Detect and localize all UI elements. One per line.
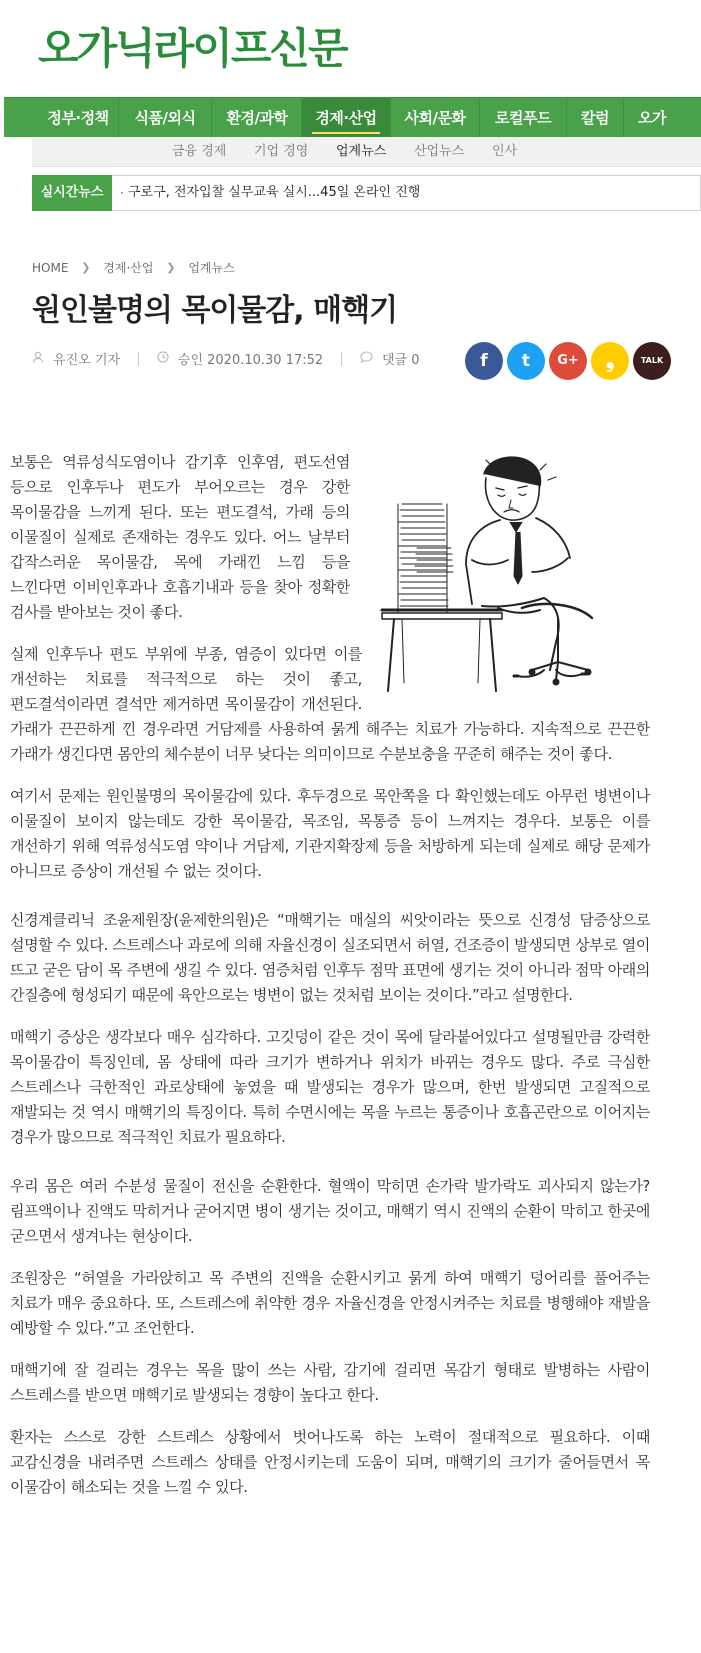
google-plus-icon: G+	[557, 353, 579, 368]
nav-item-economy[interactable]: 경제·산업	[302, 98, 390, 138]
nav-item-policy[interactable]: 정부·정책	[47, 109, 109, 127]
nav-item-column[interactable]: 칼럼	[581, 109, 609, 127]
realtime-news-ticker	[32, 175, 701, 211]
article-paragraph: 실제 인후두나 편도 부위에 부종, 염증이 있다면 이를 개선하는 치료를 적극적으로 하는 것이 좋고, 편도결석이라면 결석만 제거하면 목이물감이 개선된다. 가래가 끈끈하게 낀 경우라면 거담제를 사용하여 묽게 해주는 치료가 가능하다. 지속적으로 끈끈한 가래가 생긴다면 몸안의 체수분이 너무 낮다는 의미이므로 수분보충을 꾸준히 해주는 것이 좋다.	[10, 645, 650, 763]
stressed-office-worker-illustration	[372, 448, 662, 693]
kakaostory-icon: ❟	[605, 348, 615, 373]
approved-datetime: 승인 2020.10.30 17:52	[177, 353, 324, 368]
article-paragraph: 조원장은 “허열을 가라앉히고 목 주변의 진액을 순환시키고 묽게 하여 매핵기 덩어리를 풀어주는 치료가 매우 중요하다. 또, 스트레스에 취약한 경우 자율신경을 안정시켜주는 치료를 병행해야 재발을 예방할 수 있다.”고 조언한다.	[10, 1269, 650, 1337]
meta-divider: |	[339, 351, 344, 366]
breadcrumb-home[interactable]: HOME	[32, 260, 69, 275]
article-body	[10, 450, 650, 1517]
subnav-item-personnel[interactable]: 인사	[492, 144, 518, 159]
chevron-right-icon: ❯	[81, 261, 91, 274]
subnav-item-sector-news[interactable]: 산업뉴스	[414, 144, 465, 159]
user-icon	[32, 351, 44, 366]
kakaotalk-icon: TALK	[640, 356, 664, 365]
nav-item-food[interactable]: 식품/외식	[134, 109, 196, 127]
nav-item-society[interactable]: 사회/문화	[404, 109, 466, 127]
clock-icon	[157, 351, 169, 366]
nav-item-organic[interactable]: 오가	[638, 109, 666, 127]
breadcrumb	[32, 259, 235, 277]
comment-count[interactable]: 댓글 0	[381, 353, 420, 368]
twitter-icon: t	[521, 351, 531, 371]
main-nav	[4, 97, 701, 137]
ticker-headline-link[interactable]: 구로구, 전자입찰 실무교육 실시...45일 온라인 진행	[128, 185, 421, 200]
article-meta	[32, 349, 420, 369]
chevron-right-icon: ❯	[166, 261, 176, 274]
article-paragraph: 매핵기에 잘 걸리는 경우는 목을 많이 쓰는 사람, 감기에 걸리면 목감기 형태로 발병하는 사람이 스트레스를 받으면 매핵기로 발생되는 경향이 높다고 한다.	[10, 1361, 650, 1404]
ticker-bullet: ·	[120, 186, 124, 200]
article-paragraph: 여기서 문제는 원인불명의 목이물감에 있다. 후두경으로 목안쪽을 다 확인했는데도 아무런 병변이나 이물질이 보이지 않는데도 강한 목이물감, 목조임, 목통증 등이 느껴지는 경우다. 보통은 이를 개선하기 위해 역류성식도염 약이나 거담제, 기관지확장제 등을 처방하게 되는데 실제로 해당 문제가 아니므로 증상이 개선될 수 없는 것이다.	[10, 787, 650, 880]
sub-nav	[32, 137, 701, 167]
subnav-item-management[interactable]: 기업 경영	[254, 144, 309, 159]
breadcrumb-section[interactable]: 경제·산업	[103, 261, 154, 275]
article-paragraph: 매핵기 증상은 생각보다 매우 심각하다. 고깃덩이 같은 것이 목에 달라붙어있다고 설명될만큼 강력한 목이물감이 특징인데, 몸 상태에 따라 크기가 변하거나 위치가 바뀌는 경우도 많다. 주로 극심한 스트레스나 극한적인 과로상태에 놓였을 때 발생되는 경우가 많으며, 한번 발생되면 고질적으로 재발되는 것 역시 매핵기의 특징이다. 특히 수면시에는 목을 누르는 통증이나 호흡곤란으로 이어지는 경우가 많으므로 적극적인 치료가 필요하다.	[10, 1028, 650, 1146]
nav-item-environment[interactable]: 환경/과학	[226, 109, 288, 127]
article-paragraph: 보통은 역류성식도염이나 감기후 인후염, 편도선염 등으로 인후두나 편도가 부어오르는 경우 강한 목이물감을 느끼게 된다. 또는 편도결석, 가래 등의 이물질이 실제로 존재하는 경우도 있다. 어느 날부터 갑작스러운 목이물감, 목에 가래낀 느낌 등을 느낀다면 이비인후과나 호흡기내과 등을 찾아 정확한 검사를 받아보는 것이 좋다.	[10, 453, 350, 621]
article-paragraph: 우리 몸은 여러 수분성 물질이 전신을 순환한다. 혈액이 막히면 손가락 발가락도 괴사되지 않는가? 림프액이나 진액도 막히거나 굳어지면 병이 생기는 것이고, 매핵기 역시 진액의 순환이 막히고 한곳에 굳으면서 생겨나는 현상이다.	[10, 1177, 650, 1245]
article-paragraph: 신경계클리닉 조윤제원장(윤제한의원)은 “매핵기는 매실의 씨앗이라는 뜻으로 신경성 담증상으로 설명할 수 있다. 스트레스나 과로에 의해 자율신경이 실조되면서 허열, 건조증이 발생되면 상부로 열이 뜨고 굳은 담이 목 주변에 생길 수 있다. 염증처럼 인후두 점막 표면에 생기는 것이 아니라 점막 아래의 간질층에 형성되기 때문에 육안으로는 병변이 없는 것처럼 보이는 것이다.”라고 설명한다.	[10, 911, 650, 1004]
comment-icon	[360, 351, 373, 366]
kakaotalk-share-button[interactable]	[633, 342, 671, 380]
meta-divider: |	[136, 351, 141, 366]
article-paragraph: 환자는 스스로 강한 스트레스 상황에서 벗어나도록 하는 노력이 절대적으로 필요하다. 이때 교감신경을 내려주면 스트레스 상태를 안정시키는데 도움이 되며, 매핵기의 크기가 줄어들면서 목 이물감이 해소되는 것을 느낄 수 있다.	[10, 1428, 650, 1496]
reporter-name[interactable]: 유진오 기자	[53, 353, 121, 368]
kakaostory-share-button[interactable]	[591, 342, 629, 380]
subnav-item-finance[interactable]: 금융 경제	[172, 144, 227, 159]
subnav-item-industry-news[interactable]: 업계뉴스	[336, 144, 387, 159]
realtime-news-badge: 실시간뉴스	[32, 175, 112, 211]
breadcrumb-subsection[interactable]: 업계뉴스	[188, 261, 235, 275]
twitter-share-button[interactable]	[507, 342, 545, 380]
site-logo[interactable]: 오가닉라이프신문	[38, 24, 347, 73]
facebook-icon: f	[480, 351, 488, 371]
article-title: 원인불명의 목이물감, 매핵기	[32, 293, 398, 328]
facebook-share-button[interactable]	[465, 342, 503, 380]
google-plus-share-button[interactable]	[549, 342, 587, 380]
nav-item-localfood[interactable]: 로컬푸드	[495, 109, 551, 127]
